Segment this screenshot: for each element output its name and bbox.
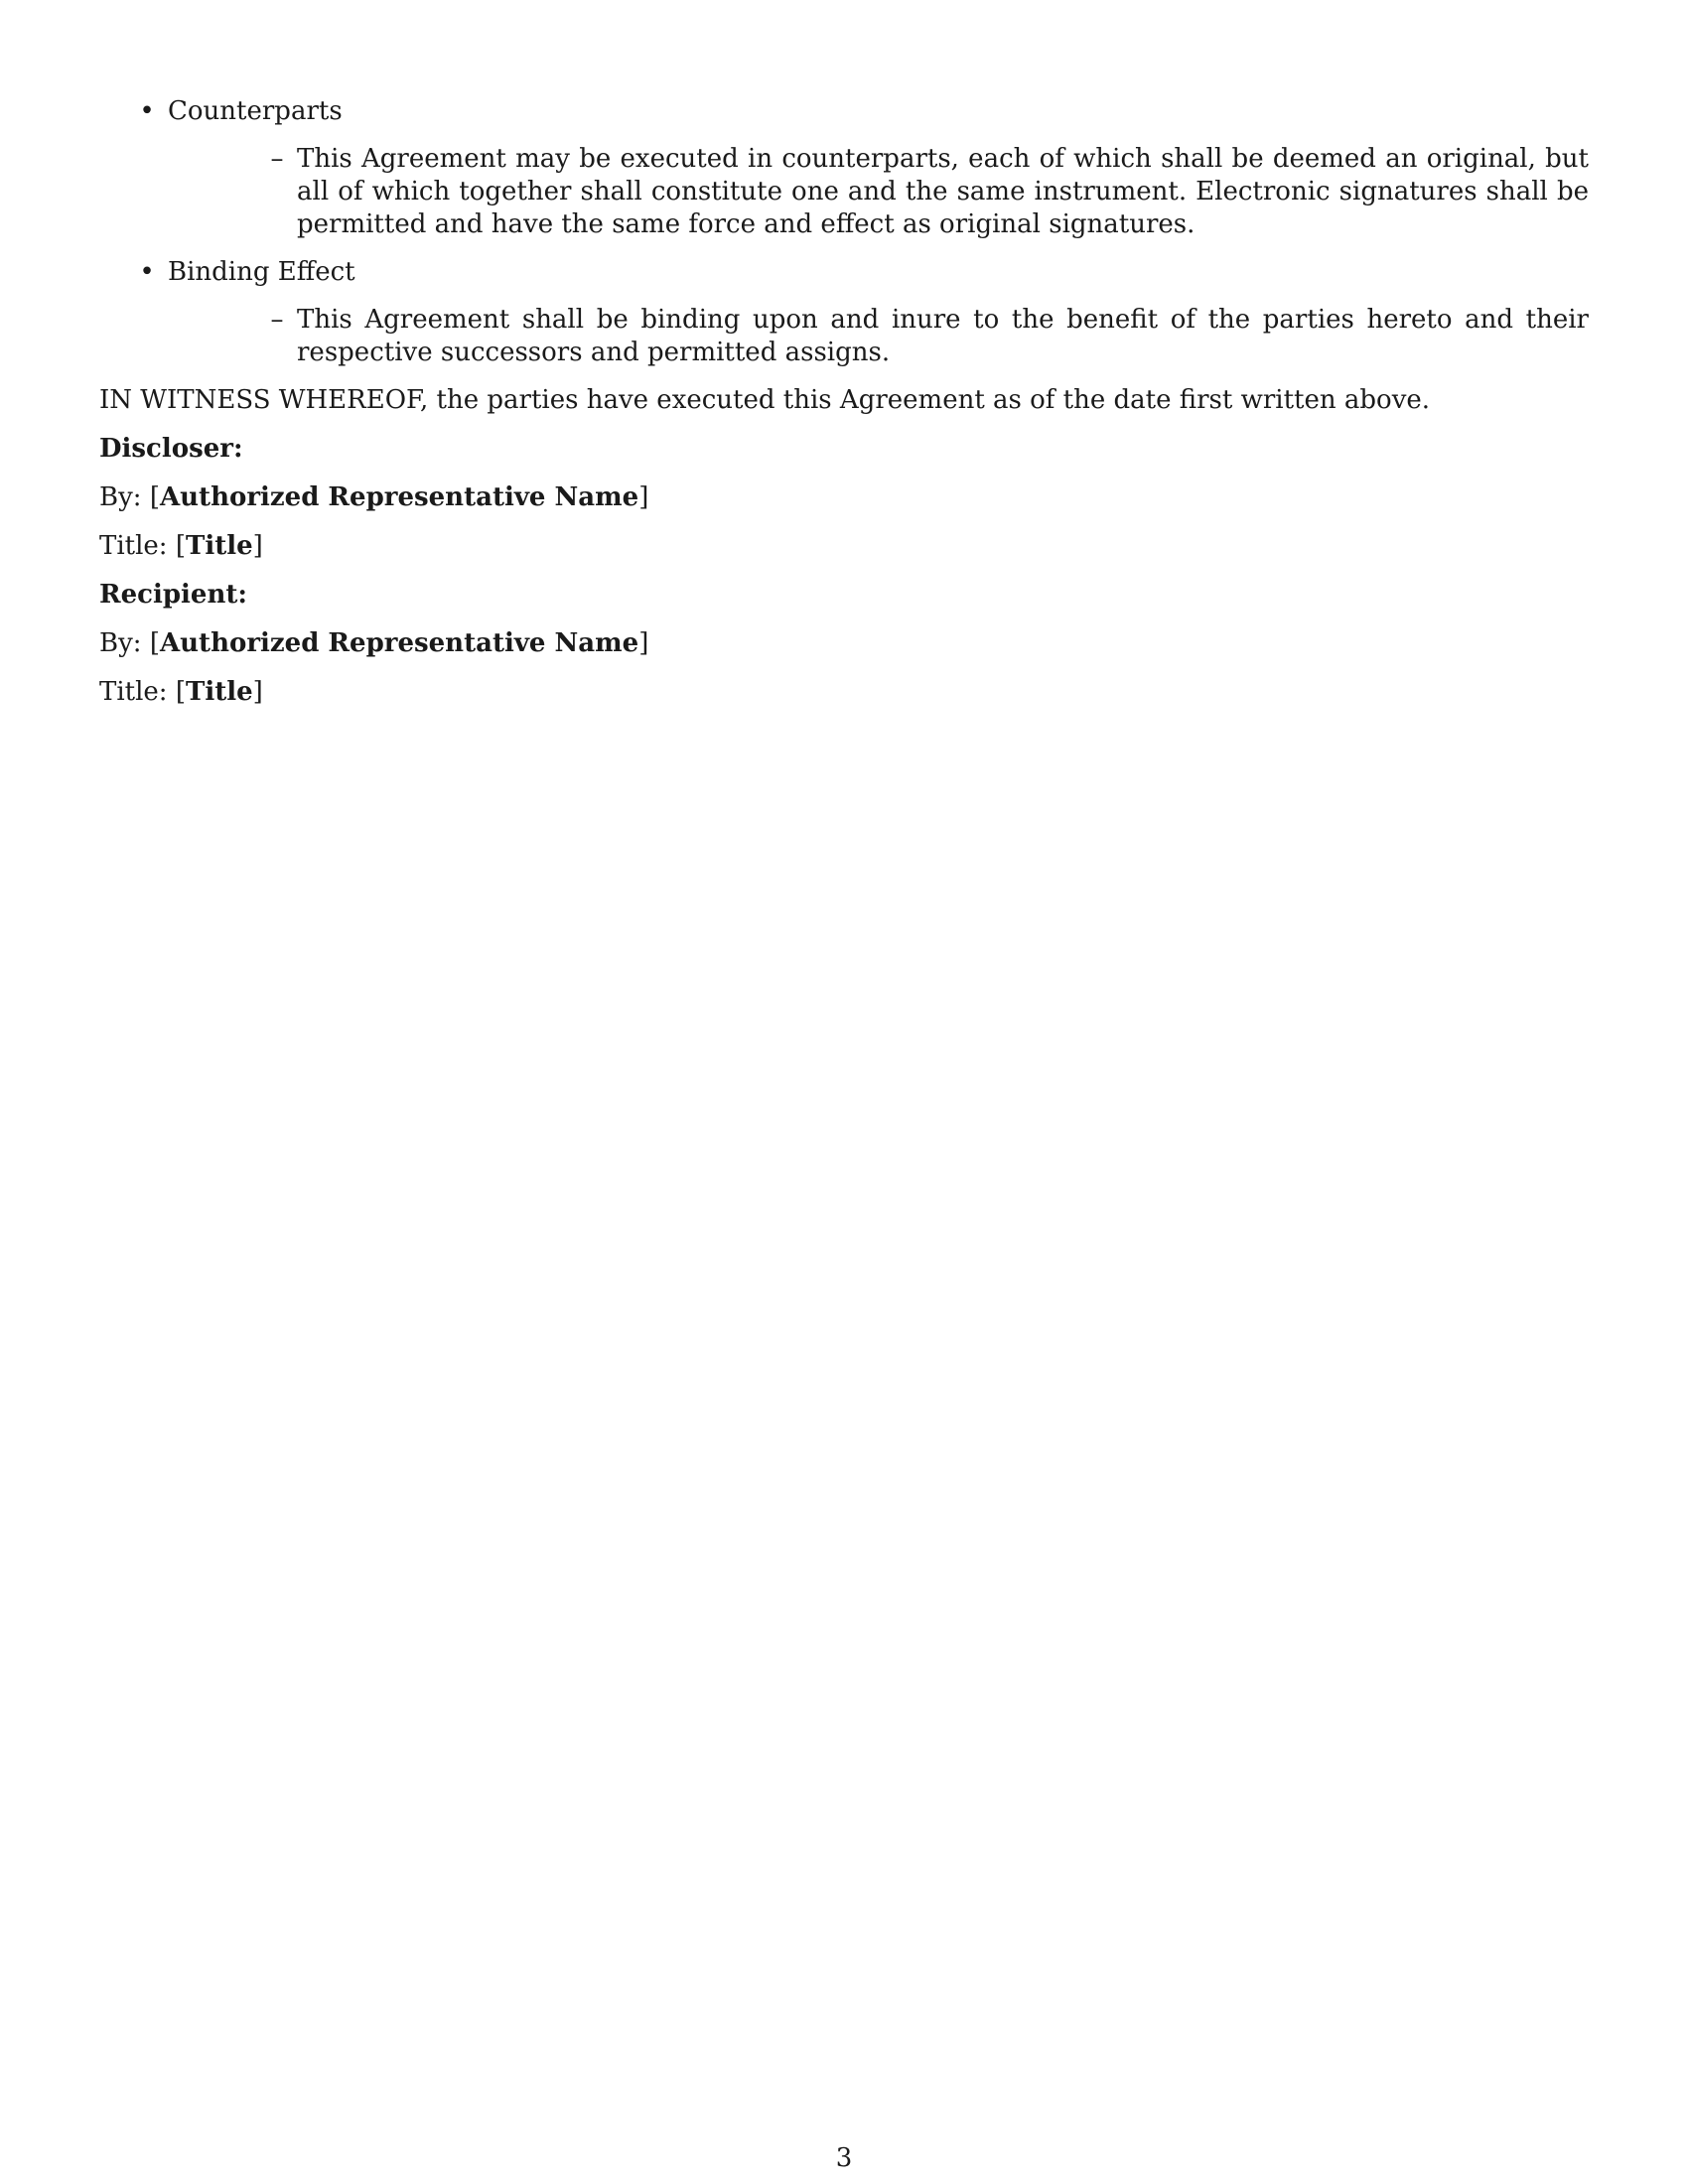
open-bracket: [ [149, 628, 160, 658]
dash-icon: – [270, 144, 284, 174]
list-item-counterparts [99, 95, 1589, 241]
close-bracket: ] [252, 677, 263, 707]
dash-icon: – [270, 305, 284, 335]
by-label: By: [99, 628, 142, 658]
section-text: This Agreement shall be binding upon and inure to the benefit of the parties hereto and their respective successors and permitted assigns. [297, 305, 1589, 367]
signature-by-line [99, 627, 1589, 660]
sub-list [168, 143, 1589, 241]
open-bracket: [ [175, 677, 186, 707]
witness-clause: IN WITNESS WHEREOF, the parties have executed this Agreement as of the date first written above. [99, 385, 1431, 415]
party-label-recipient: Recipient: [99, 580, 247, 610]
title-label: Title: [99, 677, 168, 707]
section-heading: Counterparts [168, 96, 343, 126]
sub-list-item [168, 143, 1589, 241]
title-placeholder: Title [186, 677, 253, 707]
party-label-discloser: Discloser: [99, 434, 243, 464]
representative-name-placeholder: Authorized Representative Name [159, 628, 639, 658]
open-bracket: [ [175, 531, 186, 561]
sub-list-item [168, 304, 1589, 369]
representative-name-placeholder: Authorized Representative Name [159, 482, 639, 512]
list-item-binding-effect [99, 256, 1589, 369]
section-heading: Binding Effect [168, 257, 355, 287]
close-bracket: ] [638, 628, 649, 658]
title-placeholder: Title [186, 531, 253, 561]
signature-title-line [99, 676, 1589, 709]
bullet-icon: • [139, 257, 155, 287]
close-bracket: ] [638, 482, 649, 512]
open-bracket: [ [149, 482, 160, 512]
bullet-icon: • [139, 96, 155, 126]
document-page [99, 95, 1589, 725]
signature-by-line [99, 481, 1589, 514]
by-label: By: [99, 482, 142, 512]
page-number: 3 [835, 2143, 853, 2173]
sub-list [168, 304, 1589, 369]
section-text: This Agreement may be executed in counterparts, each of which shall be deemed an original, but all of which together shall constitute one and the same instrument. Electronic signatures shall be permitted and have the same force and effect as original signatures. [297, 144, 1589, 239]
close-bracket: ] [252, 531, 263, 561]
title-label: Title: [99, 531, 168, 561]
signature-title-line [99, 530, 1589, 563]
